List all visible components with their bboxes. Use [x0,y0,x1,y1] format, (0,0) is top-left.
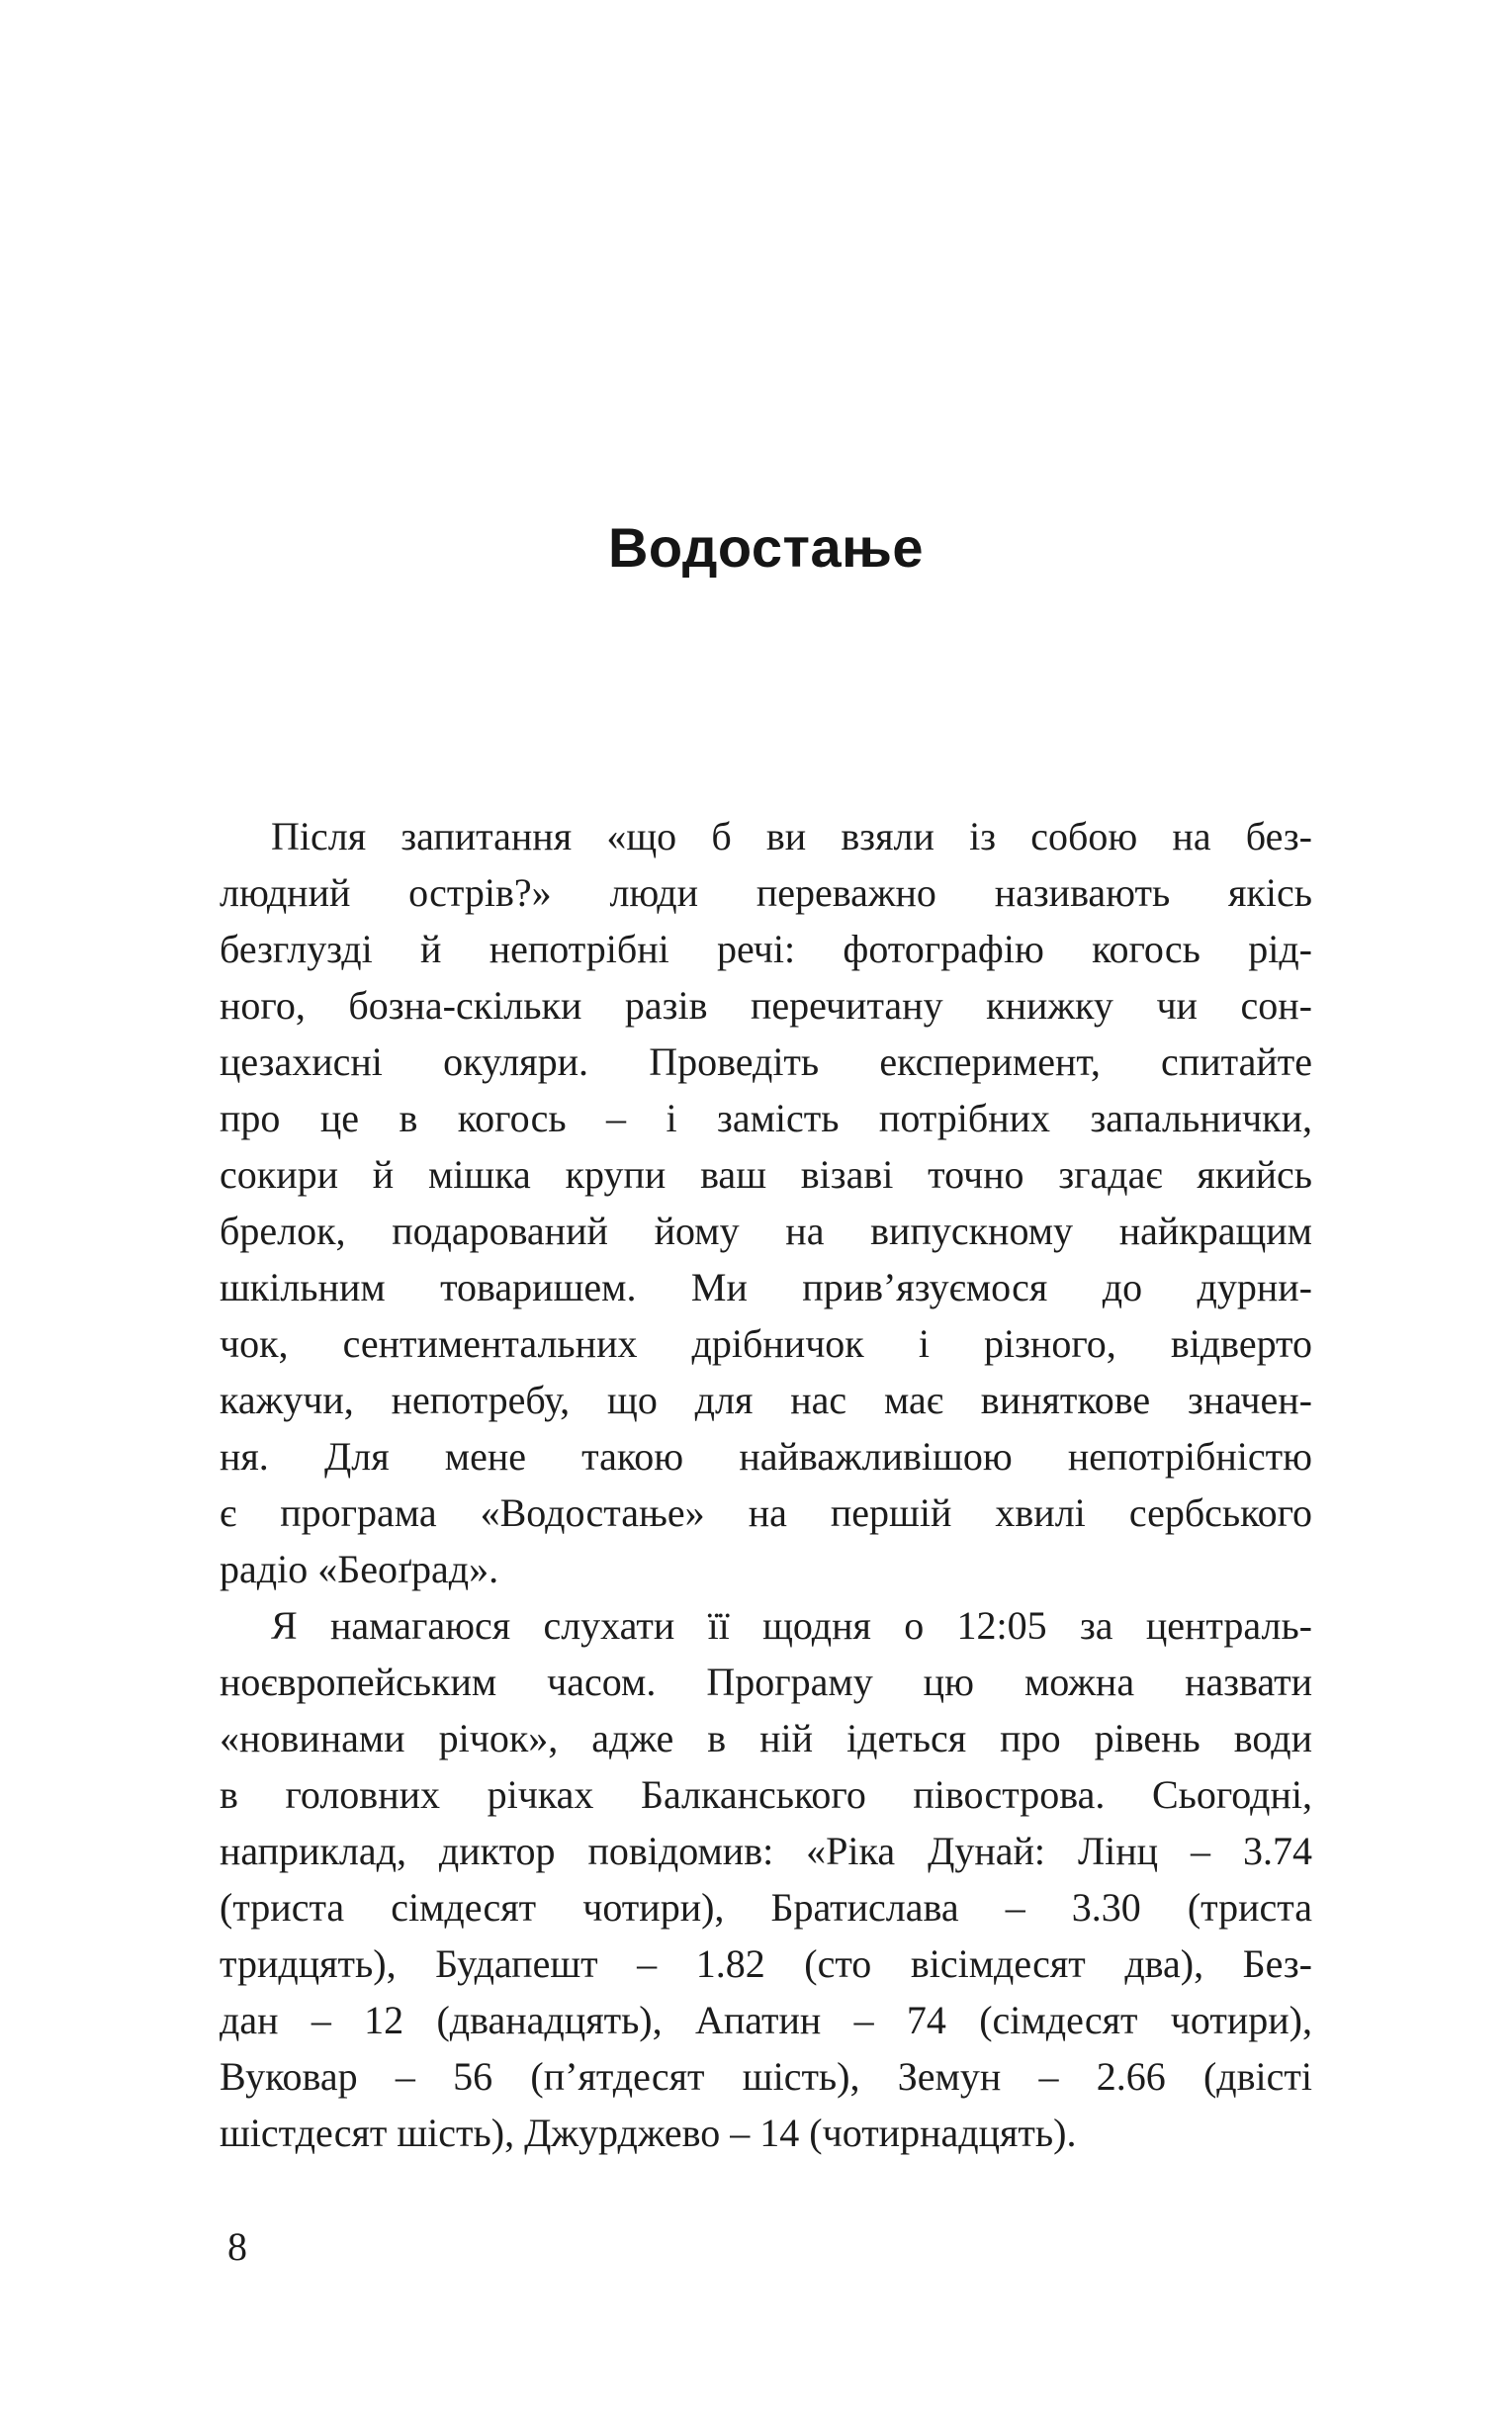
text-line: Вуковар – 56 (п’ятдесят шість), Земун – 2.66 (двісті [220,2054,1312,2099]
text-line: ня. Для мене такою найважливішою непотрібністю [220,1434,1312,1479]
text-line: дан – 12 (дванадцять), Апатин – 74 (сімдесят чотири), [220,1998,1312,2042]
text-line: «новинами річок», адже в ній ідеться про рівень води [220,1716,1312,1760]
text-line: шкільним товаришем. Ми прив’язуємося до дурни- [220,1265,1312,1309]
body-text [220,808,1312,2161]
text-line: Після запитання «що б ви взяли із собою на без- [271,814,1312,858]
text-line: про це в когось – і замість потрібних запальнички, [220,1096,1312,1140]
text-line: кажучи, непотребу, що для нас має виняткове значен- [220,1378,1312,1422]
text-line: (триста сімдесят чотири), Братислава – 3.30 (триста [220,1885,1312,1930]
text-line: тридцять), Будапешт – 1.82 (сто вісімдесят два), Без- [220,1941,1312,1986]
text-line: Я намагаюся слухати її щодня о 12:05 за централь- [271,1603,1312,1648]
text-line: наприклад, диктор повідомив: «Ріка Дунай: Лінц – 3.74 [220,1829,1312,1873]
text-line: ноєвропейським часом. Програму цю можна назвати [220,1660,1312,1704]
chapter-title: Водостање [607,516,925,579]
text-line: в головних річках Балканського півострова. Сьогодні, [220,1772,1312,1817]
text-line: безглузді й непотрібні речі: фотографію когось рід- [220,927,1312,971]
text-line: є програма «Водостање» на першій хвилі сербського [220,1490,1312,1535]
page-number: 8 [227,2224,247,2269]
paragraph [220,1597,1312,2161]
text-line: сокири й мішка крупи ваш візаві точно згадає якийсь [220,1152,1312,1197]
text-line: цезахисні окуляри. Проведіть експеримент, спитайте [220,1039,1312,1084]
text-line: шістдесят шість), Джурджево – 14 (чотирнадцять). [220,2111,1077,2155]
text-line: чок, сентиментальних дрібничок і різного, відверто [220,1321,1312,1366]
text-line: брелок, подарований йому на випускному найкращим [220,1209,1312,1253]
text-line: людний острів?» люди переважно називають якісь [220,870,1312,915]
paragraph [220,808,1312,1597]
text-line: радіо «Беоґрад». [220,1547,499,1591]
text-line: ного, бозна-скільки разів перечитану книжку чи сон- [220,983,1312,1028]
